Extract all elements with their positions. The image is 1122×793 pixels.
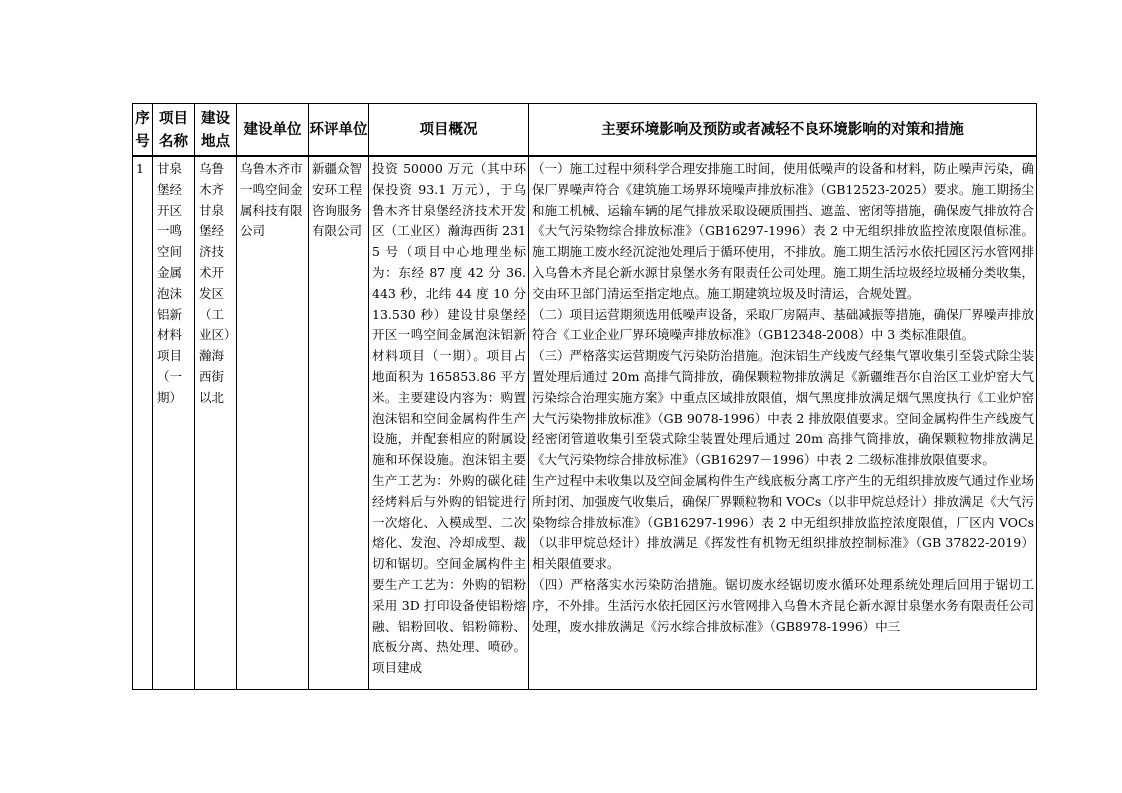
measure-paragraph-1: （一）施工过程中须科学合理安排施工时间，使用低噪声的设备和材料，防止噪声污染，确保厂界噪声符合《建筑施工场界环境噪声排放标准》（GB12523-2025）要求。施工期扬尘和施工机械、运输车辆的尾气排放采取设硬质围挡、遮盖、密闭等措施，确保废气排放符合《大气污染物综合排放标准》（GB16297-1996）表 2 中无组织排放监控浓度限值标准。施工期施工废水经沉淀池处理后于循环使用，不排放。施工期生活污水依托园区污水管网排入乌鲁木齐昆仑新水源甘泉堡水务有限责任公司处理。施工期生活垃圾经垃圾桶分类收集，交由环卫部门清运至指定地点。施工期建筑垃圾及时清运，合规处置。 [532,161,1034,301]
header-project-name: 项目名称 [153,104,195,157]
cell-unit: 乌鲁木齐市一鸣空间金属科技有限公司 [240,161,303,239]
cell-measures [529,157,1036,687]
cell-seq: 1 [136,161,144,176]
project-table [132,103,1037,690]
measure-paragraph-4: 生产过程中未收集以及空间金属构件生产线底板分离工序产生的无组织排放废气通过作业场所封闭、加强废气收集后，确保厂界颗粒物和 VOCs（以非甲烷总烃计）排放满足《大气污染物综合排放标准》（GB16297-1996）表 2 中无组织排放监控浓度限值，厂区内 VOCs（以非甲烷总烃计）排放满足《挥发性有机物无组织排放控制标准》（GB 37822-2019）相关限值要求。 [532,472,1034,572]
measure-paragraph-3: （三）严格落实运营期废气污染防治措施。泡沫铝生产线废气经集气罩收集引至袋式除尘装置处理后通过 20m 高排气筒排放，确保颗粒物排放满足《新疆维吾尔自治区工业炉窑大气污染综合治理实施方案》中重点区域排放限值，烟气黑度排放满足烟气黑度执行《工业炉窑大气污染物排放标准》（GB 9078-1996）中表 2 排放限值要求。空间金属构件生产线废气经密闭管道收集引至袋式除尘装置处理后通过 20m 高排气筒排放，确保颗粒物排放满足《大气污染物综合排放标准》（GB16297－1996）中表 2 二级标准排放限值要求。 [532,348,1034,468]
cell-project-name: 甘泉堡经开区一鸣空间金属泡沫铝新材料项目（一期） [157,161,183,405]
header-location: 建设地点 [195,104,237,157]
header-unit: 建设单位 [237,104,309,157]
header-eia-agency: 环评单位 [309,104,369,157]
header-overview: 项目概况 [369,104,529,157]
measure-paragraph-5: （四）严格落实水污染防治措施。锯切废水经锯切废水循环处理系统处理后回用于锯切工序，不外排。生活污水依托园区污水管网排入乌鲁木齐昆仑新水源甘泉堡水务有限责任公司处理，废水排放满足《污水综合排放标准》（GB8978-1996）中三 [532,576,1034,634]
header-seq: 序号 [133,104,153,157]
header-row [133,104,1037,157]
table-row [133,156,1037,690]
header-measures: 主要环境影响及预防或者减轻不良环境影响的对策和措施 [529,104,1037,157]
measure-paragraph-2: （二）项目运营期须选用低噪声设备，采取厂房隔声、基础减振等措施，确保厂界噪声排放符合《工业企业厂界环境噪声排放标准》（GB12348-2008）中 3 类标准限值。 [532,306,1034,343]
cell-eia-agency: 新疆众智安环工程咨询服务有限公司 [312,161,363,239]
cell-location: 乌鲁木齐甘泉堡经济技术开发区（工业区）瀚海西街以北 [199,161,231,405]
cell-overview: 投资 50000 万元（其中环保投资 93.1 万元），于乌鲁木齐甘泉堡经济技术开发区（工业区）瀚海西街 2315 号（项目中心地理坐标为：东经 87 度 42 分 36.443 秒，北纬 44 度 10 分 13.530 秒）建设甘泉堡经开区一鸣空间金属泡沫铝新材料项目（一期）。项目占地面积为 165853.86 平方米。主要建设内容为：购置泡沫铝和空间金属构件生产设施，并配套相应的附属设施和环保设施。泡沫铝主要生产工艺为：外购的碳化硅经烤料后与外购的铝锭进行一次熔化、入模成型、二次熔化、发泡、冷却成型、裁切和锯切。空间金属构件主要生产工艺为：外购的铝粉采用 3D 打印设备使铝粉熔融、铝粉回收、铝粉筛粉、底板分离、热处理、喷砂。项目建成 [372,161,526,676]
